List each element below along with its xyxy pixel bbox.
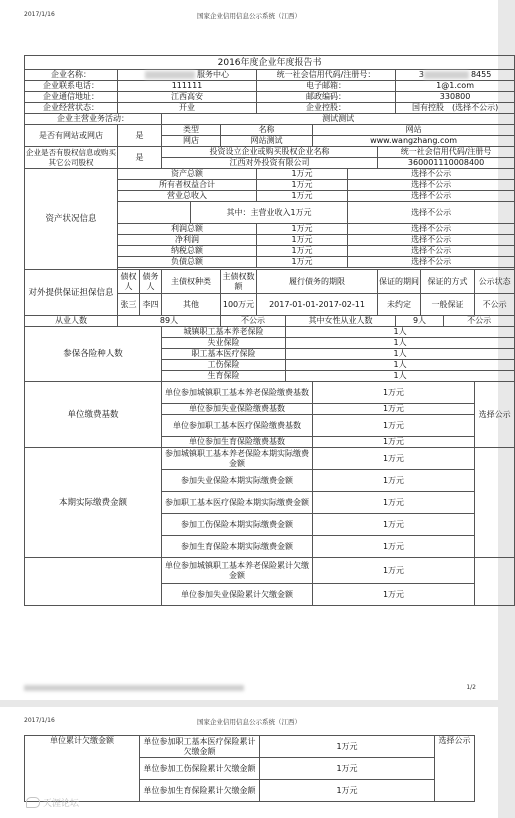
guarantee-col-debtor: 债务人 [140,270,162,294]
insurance-count: 1人 [286,360,515,371]
website-answer: 是 [118,125,162,147]
insurance-count: 1人 [286,338,515,349]
website-type: 网店 [162,136,221,147]
actual-pay-item: 参加职工基本医疗保险本期实际缴费金额 [162,492,313,514]
asset-status: 选择不公示 [348,202,515,224]
website-label: 是否有网站或网店 [25,125,118,147]
asset-item: 所有者权益合计 [118,180,257,191]
actual-pay-status [475,448,515,558]
website-col-name: 名称 [221,125,313,136]
asset-value: 1万元 [257,180,348,191]
asset-item: 净利润 [118,235,257,246]
insurance-count: 1人 [286,349,515,360]
asset-value: 1万元 [257,246,348,257]
asset-value: 1万元 [257,169,348,180]
actual-pay-item: 参加城镇职工基本养老保险本期实际缴费金额 [162,448,313,470]
report-title-row [25,56,515,70]
address-value: 江西高安 [118,92,257,103]
asset-value: 1万元 [257,257,348,268]
insurance-count-label: 参保各险种人数 [25,327,162,382]
guarantee-col-method: 保证的方式 [421,270,475,294]
actual-pay-value: 1万元 [313,448,475,470]
asset-status: 选择不公示 [348,180,515,191]
holding-label: 企业控股： [257,103,396,114]
arrears-item: 单位参加失业保险累计欠缴金额 [162,584,313,606]
arrears-status: 选择公示 [435,736,475,802]
guarantee-col-type: 主债权种类 [162,270,221,294]
credit-code: 3 8455 [396,70,515,81]
actual-pay-item: 参加生育保险本期实际缴费金额 [162,536,313,558]
arrears-row [25,736,475,758]
system-title: 国家企业信用信息公示系统（江西） [197,718,301,726]
actual-pay-item: 参加失业保险本期实际缴费金额 [162,470,313,492]
row-status [25,103,515,114]
email-value: 1@1.com [396,81,515,92]
actual-pay-value: 1万元 [313,536,475,558]
arrears-value: 1万元 [313,558,475,584]
employees-status: 不公示 [221,316,286,327]
arrears-continued-table [24,735,475,802]
equity-col-code: 统一社会信用代码/注册号 [378,147,515,158]
guarantee-amount: 100万元 [221,294,257,316]
base-pay-item: 单位参加城镇职工基本养老保险缴费基数 [162,382,313,404]
guarantee-method: 一般保证 [421,294,475,316]
website-name: 网站测试 [221,136,313,147]
insurance-type: 失业保险 [162,338,286,349]
guarantee-status: 不公示 [475,294,515,316]
redacted-block [145,71,195,79]
address-label: 企业通信地址： [25,92,118,103]
redacted-block [424,71,469,79]
arrears-value: 1万元 [260,736,435,758]
actual-pay-value: 1万元 [313,470,475,492]
guarantee-col-status: 公示状态 [475,270,515,294]
guarantee-col-creditor: 债权人 [118,270,140,294]
row-main-business [25,114,515,125]
employees-label: 从业人数 [25,316,118,327]
arrears-item: 单位参加城镇职工基本养老保险累计欠缴金额 [162,558,313,584]
row-employees [25,316,515,327]
arrears-row [25,558,515,584]
guarantee-label: 对外提供保证担保信息 [25,270,118,316]
actual-pay-item: 参加工伤保险本期实际缴费金额 [162,514,313,536]
arrears-item: 单位参加工伤保险累计欠缴金额 [140,758,260,780]
holding-value: 国有控股 (选择不公示) [396,103,515,114]
arrears-value: 1万元 [260,758,435,780]
status-value: 开业 [118,103,257,114]
phone-value: 111111 [118,81,257,92]
report-title: 2016年度企业年度报告书 [25,56,515,70]
asset-row [25,169,515,180]
assets-label: 资产状况信息 [25,169,118,270]
website-col-url: 网站 [313,125,515,136]
row-name [25,70,515,81]
asset-status: 选择不公示 [348,191,515,202]
equity-company: 江西对外投资有限公司 [162,158,378,169]
equity-col-name: 投资设立企业或购买股权企业名称 [162,147,378,158]
page-number: 1/2 [466,684,476,691]
equity-code: 360001110008400 [378,158,515,169]
base-pay-value: 1万元 [313,415,475,437]
female-employees-label: 其中女性从业人数 [286,316,396,327]
status-label: 企业经营状态： [25,103,118,114]
name-label: 企业名称： [25,70,118,81]
asset-item: 纳税总额 [118,246,257,257]
insurance-row [25,327,515,338]
speech-bubble-icon [26,797,40,808]
website-url: www.wangzhang.com [313,136,515,147]
row-equity-header [25,147,515,158]
female-employees-value: 9人 [396,316,444,327]
postcode-value: 330800 [396,92,515,103]
enterprise-name: 服务中心 [118,70,257,81]
arrears-item: 单位参加职工基本医疗保险累计欠缴金额 [140,736,260,758]
asset-status: 选择不公示 [348,257,515,268]
insurance-type: 工伤保险 [162,360,286,371]
arrears-value: 1万元 [260,780,435,802]
insurance-type: 城镇职工基本养老保险 [162,327,286,338]
guarantee-col-amount: 主债权数额 [221,270,257,294]
insurance-count: 1人 [286,327,515,338]
credit-code-label: 统一社会信用代码/注册号： [257,70,396,81]
actual-pay-label: 本期实际缴费金额 [25,448,162,558]
guarantee-period: 未约定 [378,294,421,316]
row-guarantee-header [25,270,515,294]
main-biz-value: 测试测试 [162,114,515,125]
postcode-label: 邮政编码： [257,92,396,103]
arrears-label: 单位累计欠缴金额 [25,736,140,802]
guarantee-term: 2017-01-01-2017-02-11 [257,294,378,316]
arrears-value: 1万元 [313,584,475,606]
guarantee-creditor: 张三 [118,294,140,316]
arrears-item: 单位参加生育保险累计欠缴金额 [140,780,260,802]
actual-pay-row [25,448,515,470]
watermark: 天涯论坛 [26,796,79,809]
actual-pay-value: 1万元 [313,514,475,536]
annual-report-table [24,55,515,606]
row-address [25,92,515,103]
insurance-type: 职工基本医疗保险 [162,349,286,360]
asset-status: 选择不公示 [348,169,515,180]
asset-blank [118,202,191,224]
base-pay-value: 1万元 [313,404,475,415]
base-pay-value: 1万元 [313,437,475,448]
asset-status: 选择不公示 [348,235,515,246]
report-page-2 [0,707,498,818]
asset-value: 1万元 [257,235,348,246]
print-date: 2017/1/16 [24,11,55,18]
print-date: 2017/1/16 [24,717,55,724]
redacted-url [24,685,244,691]
base-pay-item: 单位参加职工基本医疗保险缴费基数 [162,415,313,437]
main-biz-label: 企业主营业务活动： [25,114,162,125]
website-col-type: 类型 [162,125,221,136]
row-website-header [25,125,515,136]
female-employees-status: 不公示 [444,316,515,327]
asset-value: 1万元 [257,191,348,202]
insurance-count: 1人 [286,371,515,382]
guarantee-debtor: 李四 [140,294,162,316]
system-title: 国家企业信用信息公示系统（江西） [197,12,301,20]
asset-value: 1万元 [257,224,348,235]
equity-label: 企业是否有股权信息或购买其它公司股权 [26,147,116,167]
guarantee-type: 其他 [162,294,221,316]
asset-status: 选择不公示 [348,224,515,235]
base-pay-value: 1万元 [313,382,475,404]
row-phone [25,81,515,92]
base-pay-row [25,382,515,404]
actual-pay-value: 1万元 [313,492,475,514]
arrears-label-blank [25,558,162,606]
base-pay-status: 选择公示 [475,382,515,448]
base-pay-label: 单位缴费基数 [25,382,162,448]
guarantee-col-period: 保证的期间 [378,270,421,294]
insurance-type: 生育保险 [162,371,286,382]
employees-value: 89人 [118,316,221,327]
asset-status: 选择不公示 [348,246,515,257]
base-pay-item: 单位参加生育保险缴费基数 [162,437,313,448]
phone-label: 企业联系电话： [25,81,118,92]
asset-item: 负债总额 [118,257,257,268]
arrears-status-blank [475,558,515,606]
asset-item: 资产总额 [118,169,257,180]
asset-item: 利润总额 [118,224,257,235]
asset-item: 营业总收入 [118,191,257,202]
guarantee-col-term: 履行债务的期限 [257,270,378,294]
base-pay-item: 单位参加失业保险缴费基数 [162,404,313,415]
email-label: 电子邮箱： [257,81,396,92]
equity-answer: 是 [118,147,162,169]
asset-main-income: 其中：主营业收入1万元 [191,202,348,224]
